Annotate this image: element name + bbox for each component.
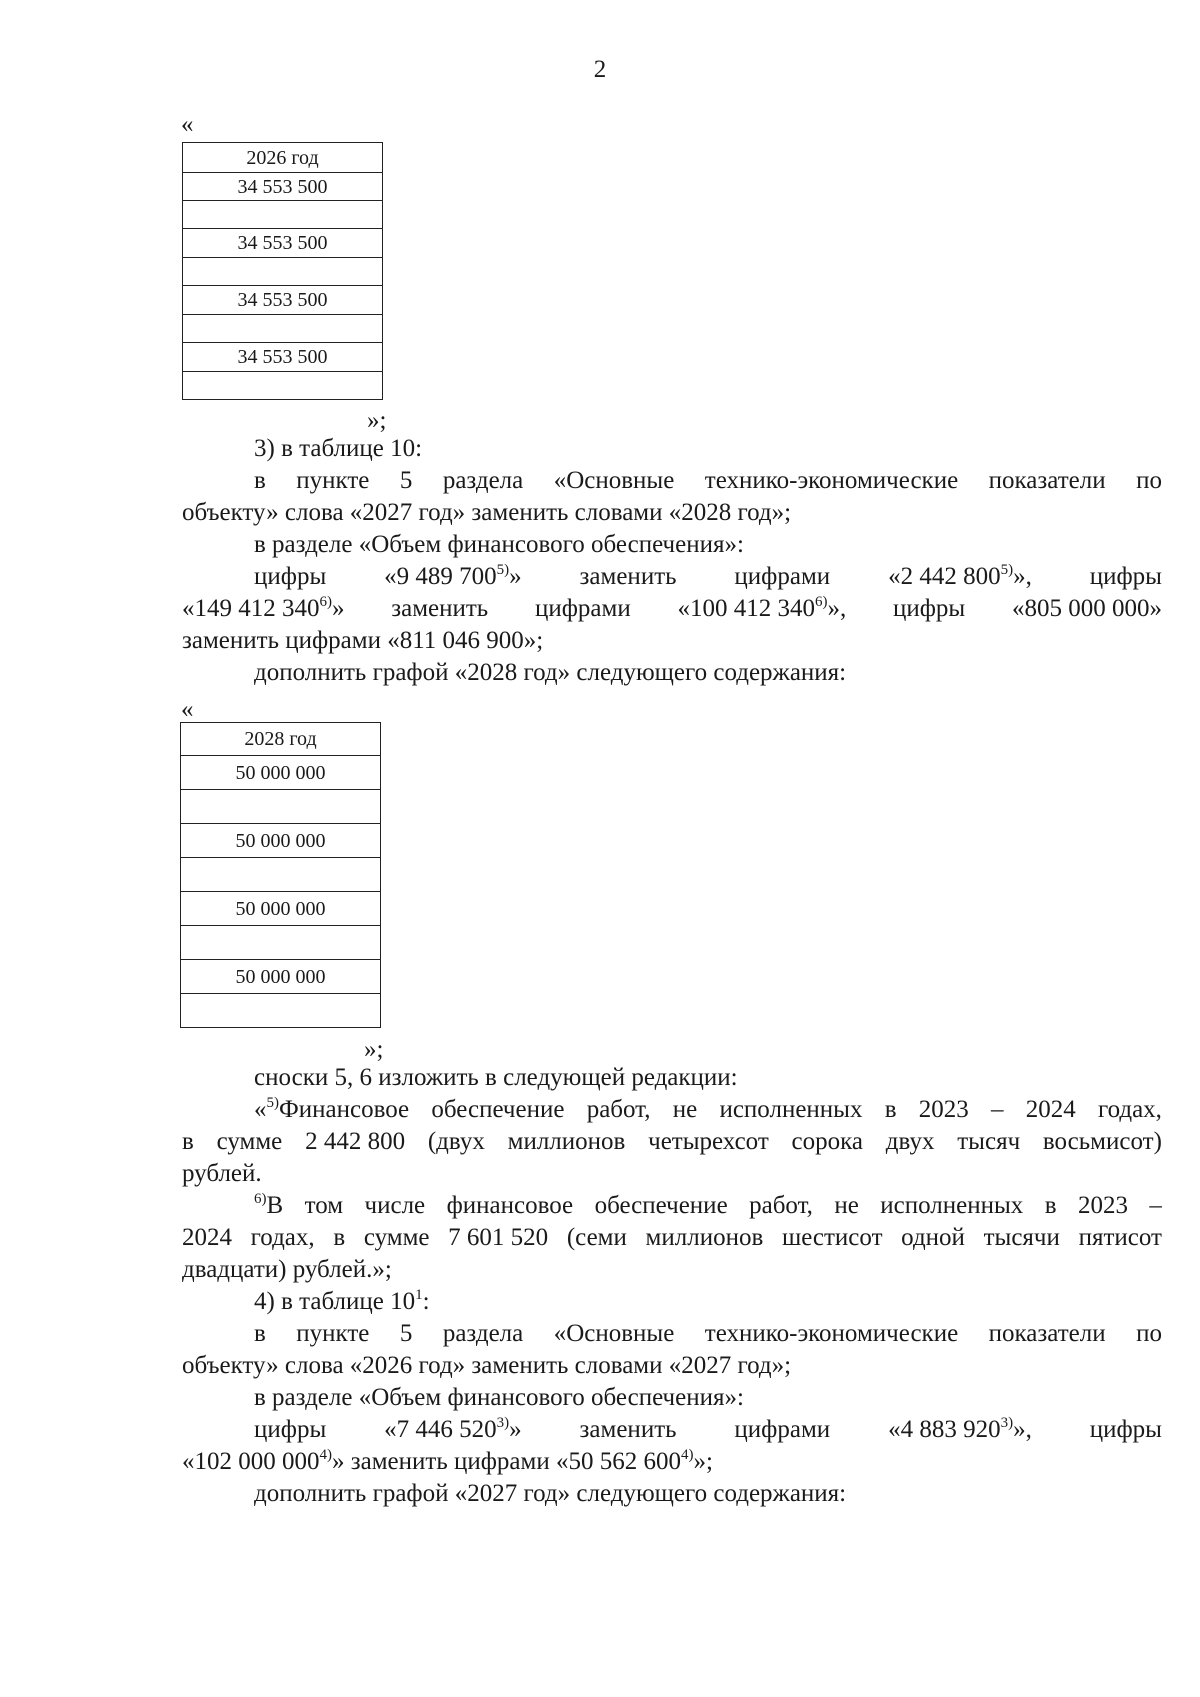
table-cell <box>181 858 381 892</box>
paragraph-line: цифры «7 446 520$^{3)}$» заменить цифрами «4 883 920$^{3)}$», цифры <box>254 1415 1162 1443</box>
table-cell <box>183 372 383 400</box>
amendment-text-block-1 <box>182 433 1162 689</box>
open-quote: « <box>181 696 194 723</box>
paragraph-line: 4) в таблице $10^1$: <box>254 1287 430 1315</box>
open-quote: « <box>181 111 194 138</box>
paragraph-line: в сумме 2 442 800 (двух миллионов четырехсот сорока двух тысяч восьмисот) <box>182 1128 1162 1155</box>
table-cell <box>181 994 381 1028</box>
table-cell: 34 553 500 <box>183 173 383 201</box>
table-cell <box>183 258 383 286</box>
paragraph-line: в разделе «Объем финансового обеспечения»: <box>254 531 744 558</box>
table-cell <box>183 315 383 343</box>
paragraph-line: сноски 5, 6 изложить в следующей редакции: <box>254 1064 738 1091</box>
amendment-table-2028 <box>180 722 381 1028</box>
paragraph-line: «149 412 340$^{6)}$» заменить цифрами «100 412 340$^{6)}$», цифры «805 000 000» <box>182 594 1162 622</box>
table-cell: 50 000 000 <box>181 756 381 790</box>
paragraph-line: рублей. <box>182 1160 262 1187</box>
amendment-table-2026 <box>182 142 383 400</box>
paragraph-line: 2024 годах, в сумме 7 601 520 (семи миллионов шестисот одной тысячи пятисот <box>182 1224 1162 1251</box>
paragraph-line: в пункте 5 раздела «Основные технико-экономические показатели по <box>254 1320 1162 1347</box>
paragraph-line: 3) в таблице 10: <box>254 435 423 462</box>
paragraph-line: в пункте 5 раздела «Основные технико-экономические показатели по <box>254 467 1162 494</box>
table-cell: 34 553 500 <box>183 286 383 315</box>
table-cell <box>183 201 383 229</box>
paragraph-line: «$^{5)}$Финансовое обеспечение работ, не исполненных в 2023 – 2024 годах, <box>254 1095 1162 1123</box>
table-header: 2026 год <box>183 143 383 173</box>
table-cell: 34 553 500 <box>183 229 383 258</box>
table-cell <box>181 926 381 960</box>
table-cell: 34 553 500 <box>183 343 383 372</box>
table-cell: 50 000 000 <box>181 824 381 858</box>
table-header: 2028 год <box>181 723 381 756</box>
paragraph-line: $^{6)}$В том числе финансовое обеспечение работ, не исполненных в 2023 – <box>254 1191 1162 1219</box>
paragraph-line: объекту» слова «2027 год» заменить словами «2028 год»; <box>182 499 792 526</box>
paragraph-line: дополнить графой «2027 год» следующего содержания: <box>254 1480 847 1507</box>
table-cell: 50 000 000 <box>181 892 381 926</box>
page-number: 2 <box>593 56 607 83</box>
paragraph-line: дополнить графой «2028 год» следующего содержания: <box>254 659 847 686</box>
table-cell <box>181 790 381 824</box>
amendment-text-block-2 <box>182 1062 1162 1510</box>
table-cell: 50 000 000 <box>181 960 381 994</box>
close-quote: »; <box>364 1036 384 1063</box>
close-quote: »; <box>367 407 387 434</box>
paragraph-line: в разделе «Объем финансового обеспечения»: <box>254 1384 744 1411</box>
paragraph-line: объекту» слова «2026 год» заменить словами «2027 год»; <box>182 1352 792 1379</box>
paragraph-line: цифры «9 489 700$^{5)}$» заменить цифрами «2 442 800$^{5)}$», цифры <box>254 562 1162 590</box>
paragraph-line: заменить цифрами «811 046 900»; <box>182 627 544 654</box>
paragraph-line: двадцати) рублей.»; <box>182 1256 392 1283</box>
paragraph-line: «102 000 000$^{4)}$» заменить цифрами «50 562 600$^{4)}$»; <box>182 1447 713 1475</box>
